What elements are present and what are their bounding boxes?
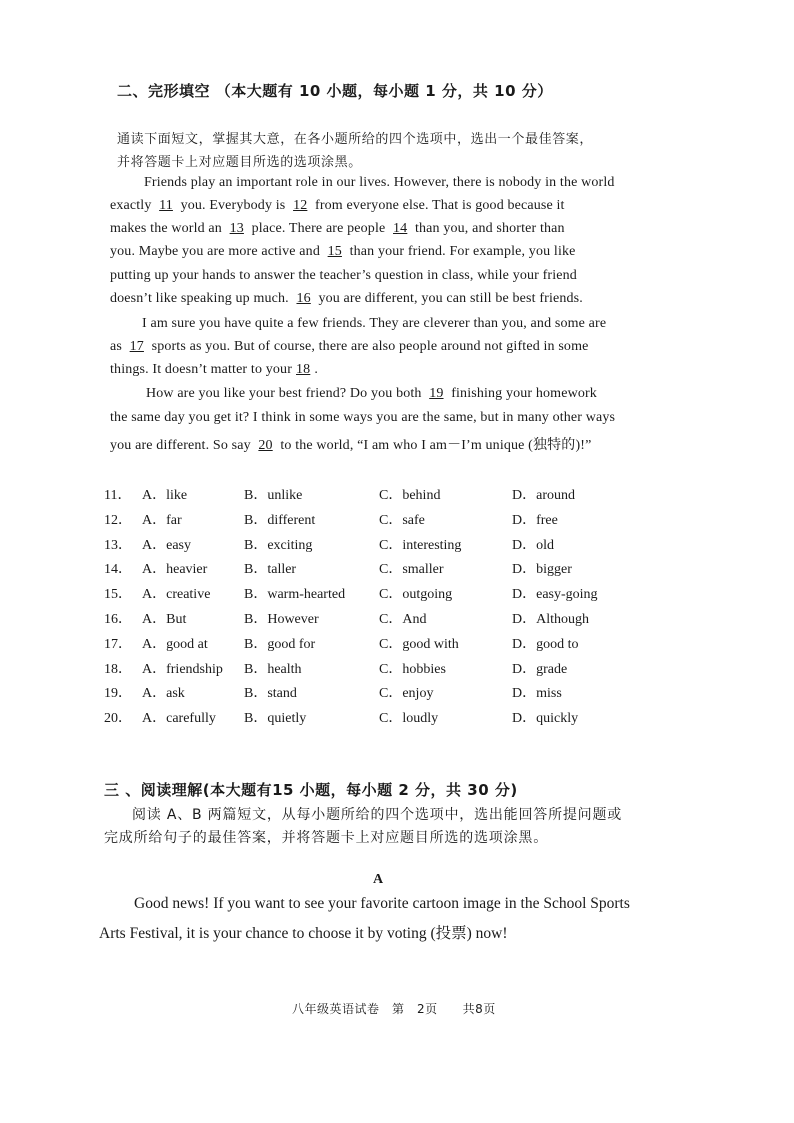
- blank-15: 15: [327, 244, 342, 259]
- blank-14: 14: [393, 221, 408, 236]
- option-row-17: 17． A．good at B．good for C．good with D．good to: [104, 637, 579, 652]
- passage-line: putting up your hands to answer the teacher’s question in class, while your friend: [110, 268, 577, 283]
- option-row-12: 12． A．far B．different C．safe D．free: [104, 513, 558, 528]
- blank-13: 13: [229, 221, 244, 236]
- part-a-label: A: [373, 872, 384, 887]
- section3-instruction-2: 完成所给句子的最佳答案，并将答题卡上对应题目所选的选项涂黑。: [104, 830, 548, 846]
- option-row-11: 11． A．like B．unlike C．behind D．around: [104, 488, 575, 503]
- part-a-line-2: Arts Festival, it is your chance to choose it by voting (投票) now!: [99, 925, 508, 942]
- passage-line: How are you like your best friend? Do you both 19 finishing your homework: [146, 386, 597, 401]
- passage-line: doesn’t like speaking up much. 16 you are different, you can still be best friends.: [110, 291, 583, 306]
- option-row-15: 15． A．creative B．warm-hearted C．outgoing D．easy-going: [104, 587, 598, 602]
- section3-heading: 三 、阅读理解(本大题有15 小题，每小题 2 分，共 30 分): [104, 781, 518, 799]
- passage-line: Friends play an important role in our lives. However, there is nobody in the world: [144, 175, 615, 190]
- blank-11: 11: [159, 198, 173, 213]
- passage-line: things. It doesn’t matter to your 18 .: [110, 362, 318, 377]
- option-row-18: 18． A．friendship B．health C．hobbies D．grade: [104, 662, 568, 677]
- passage-line: you. Maybe you are more active and 15 than your friend. For example, you like: [110, 244, 576, 259]
- passage-line: as 17 sports as you. But of course, there are also people around not gifted in some: [110, 339, 589, 354]
- page-footer: 八年级英语试卷 第 2页 共8页: [292, 1002, 496, 1016]
- passage-line: makes the world an 13 place. There are people 14 than you, and shorter than: [110, 221, 565, 236]
- blank-12: 12: [293, 198, 308, 213]
- passage-line: exactly 11 you. Everybody is 12 from everyone else. That is good because it: [110, 198, 565, 213]
- passage-line: the same day you get it? I think in some ways you are the same, but in many other ways: [110, 410, 616, 425]
- section2-instruction-2: 并将答题卡上对应题目所选的选项涂黑。: [117, 155, 362, 170]
- passage-line: you are different. So say 20 to the world, “I am who I am－I’m unique (独特的)!”: [110, 438, 592, 453]
- option-row-16: 16． A．But B．However C．And D．Although: [104, 612, 589, 627]
- passage-line: I am sure you have quite a few friends. They are cleverer than you, and some are: [142, 316, 607, 331]
- blank-18: 18: [296, 362, 311, 377]
- part-a-line-1: Good news! If you want to see your favorite cartoon image in the School Sports: [134, 895, 630, 912]
- section3-instruction-1: 阅读 A、B 两篇短文，从每小题所给的四个选项中，选出能回答所提问题或: [132, 807, 623, 823]
- blank-20: 20: [258, 438, 273, 453]
- option-row-14: 14． A．heavier B．taller C．smaller D．bigger: [104, 562, 572, 577]
- blank-17: 17: [129, 339, 144, 354]
- section2-instruction-1: 通读下面短文，掌握其大意，在各小题所给的四个选项中，选出一个最佳答案，: [117, 132, 594, 147]
- section2-heading: 二、完形填空 （本大题有 10 小题，每小题 1 分，共 10 分）: [117, 82, 553, 100]
- blank-19: 19: [429, 386, 444, 401]
- option-row-13: 13． A．easy B．exciting C．interesting D．old: [104, 538, 554, 553]
- blank-16: 16: [296, 291, 311, 306]
- option-row-20: 20． A．carefully B．quietly C．loudly D．quickly: [104, 711, 579, 726]
- option-row-19: 19． A．ask B．stand C．enjoy D．miss: [104, 686, 562, 701]
